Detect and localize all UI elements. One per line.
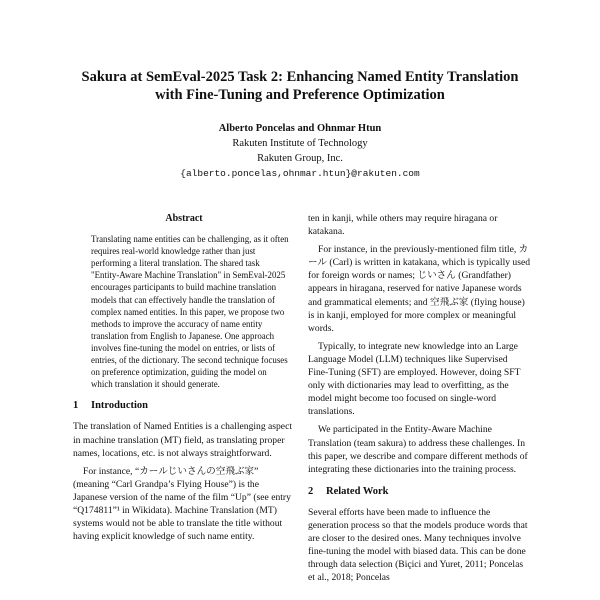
section-number: 2 [308, 485, 314, 497]
left-column [73, 212, 295, 548]
intro-paragraph-1: The translation of Named Entities is a challenging aspect in machine translation (MT) field, as translating proper names, locations, etc. is not always straightforward. [73, 421, 292, 459]
related-work-paragraph-1: Several efforts have been made to influence the generation process so that the models produce words that are closer to the desired ones. Many techniques involve fine-tuning the model with biased data. This can be done through data selection (Biçici and Yuret, 2011; Poncelas et al., 2018; Poncelas [308, 506, 528, 584]
abstract-body: Translating name entities can be challenging, as it often requires real-world knowledge rather than just performing a literal translation. The shared task "Entity-Aware Machine Translation" in SemEval-2025 encourages participants to build machine translation models that can effectively handle the translation of complex named entities. In this paper, we propose two methods to improve the accuracy of name entity translation from English to Japanese. One approach involves fine-tuning the model on entries, or lists of entries, of the dictionary. The second technique focuses on preference optimization, guiding the model on which translation it should generate. [91, 234, 289, 390]
paper-title [40, 68, 560, 104]
affiliation-company: Rakuten Group, Inc. [257, 153, 343, 164]
section-heading-related-work [308, 485, 530, 498]
author-email: {alberto.poncelas,ohnmar.htun}@rakuten.com [180, 168, 420, 179]
right-paragraph-participated: We participated in the Entity-Aware Machine Translation (team sakura) to address these challenges. In this paper, we describe and compare different methods of integrating these dictionaries into the training process. [308, 424, 528, 475]
title-line-2: with Fine-Tuning and Preference Optimization [155, 87, 445, 103]
author-names: Alberto Poncelas and Ohnmar Htun [218, 123, 382, 134]
affiliation-institute: Rakuten Institute of Technology [232, 138, 368, 149]
right-paragraph-continued: ten in kanji, while others may require hiragana or katakana. [308, 213, 498, 238]
section-heading-introduction [73, 399, 295, 412]
section-title: Introduction [91, 400, 148, 412]
right-paragraph-instance: For instance, in the previously-mentioned film title, カール (Carl) is written in katakana, which is typically used for foreign words or names; じいさん (Grandfather) appears in hiragana, reserved for native Japanese words and grammatical elements; and 空飛ぶ家 (flying house) is in kanji, employed for more complex or meaningful words. [308, 244, 531, 334]
intro-paragraph-2: For instance, “カールじいさんの空飛ぶ家” (meaning “Carl Grandpa’s Flying House”) is the Japanese version of the name of the film “Up” (see entry “Q174811”¹ in Wikidata). Machine Translation (MT) systems would not be able to translate the title without having explicit knowledge of such name entity. [73, 465, 291, 543]
right-column [308, 212, 530, 589]
abstract-heading: Abstract [165, 213, 203, 224]
right-paragraph-typically: Typically, to integrate new knowledge into an Large Language Model (LLM) techniques like Supervised Fine-Tuning (SFT) are employed. However, doing SFT only with dictionaries may lead to overfitting, as the model might become too focused on single-word translations. [308, 340, 521, 418]
title-line-1: Sakura at SemEval-2025 Task 2: Enhancing Named Entity Translation [81, 69, 519, 85]
author-block [60, 121, 540, 181]
section-number: 1 [73, 400, 79, 412]
section-title: Related Work [326, 485, 389, 497]
